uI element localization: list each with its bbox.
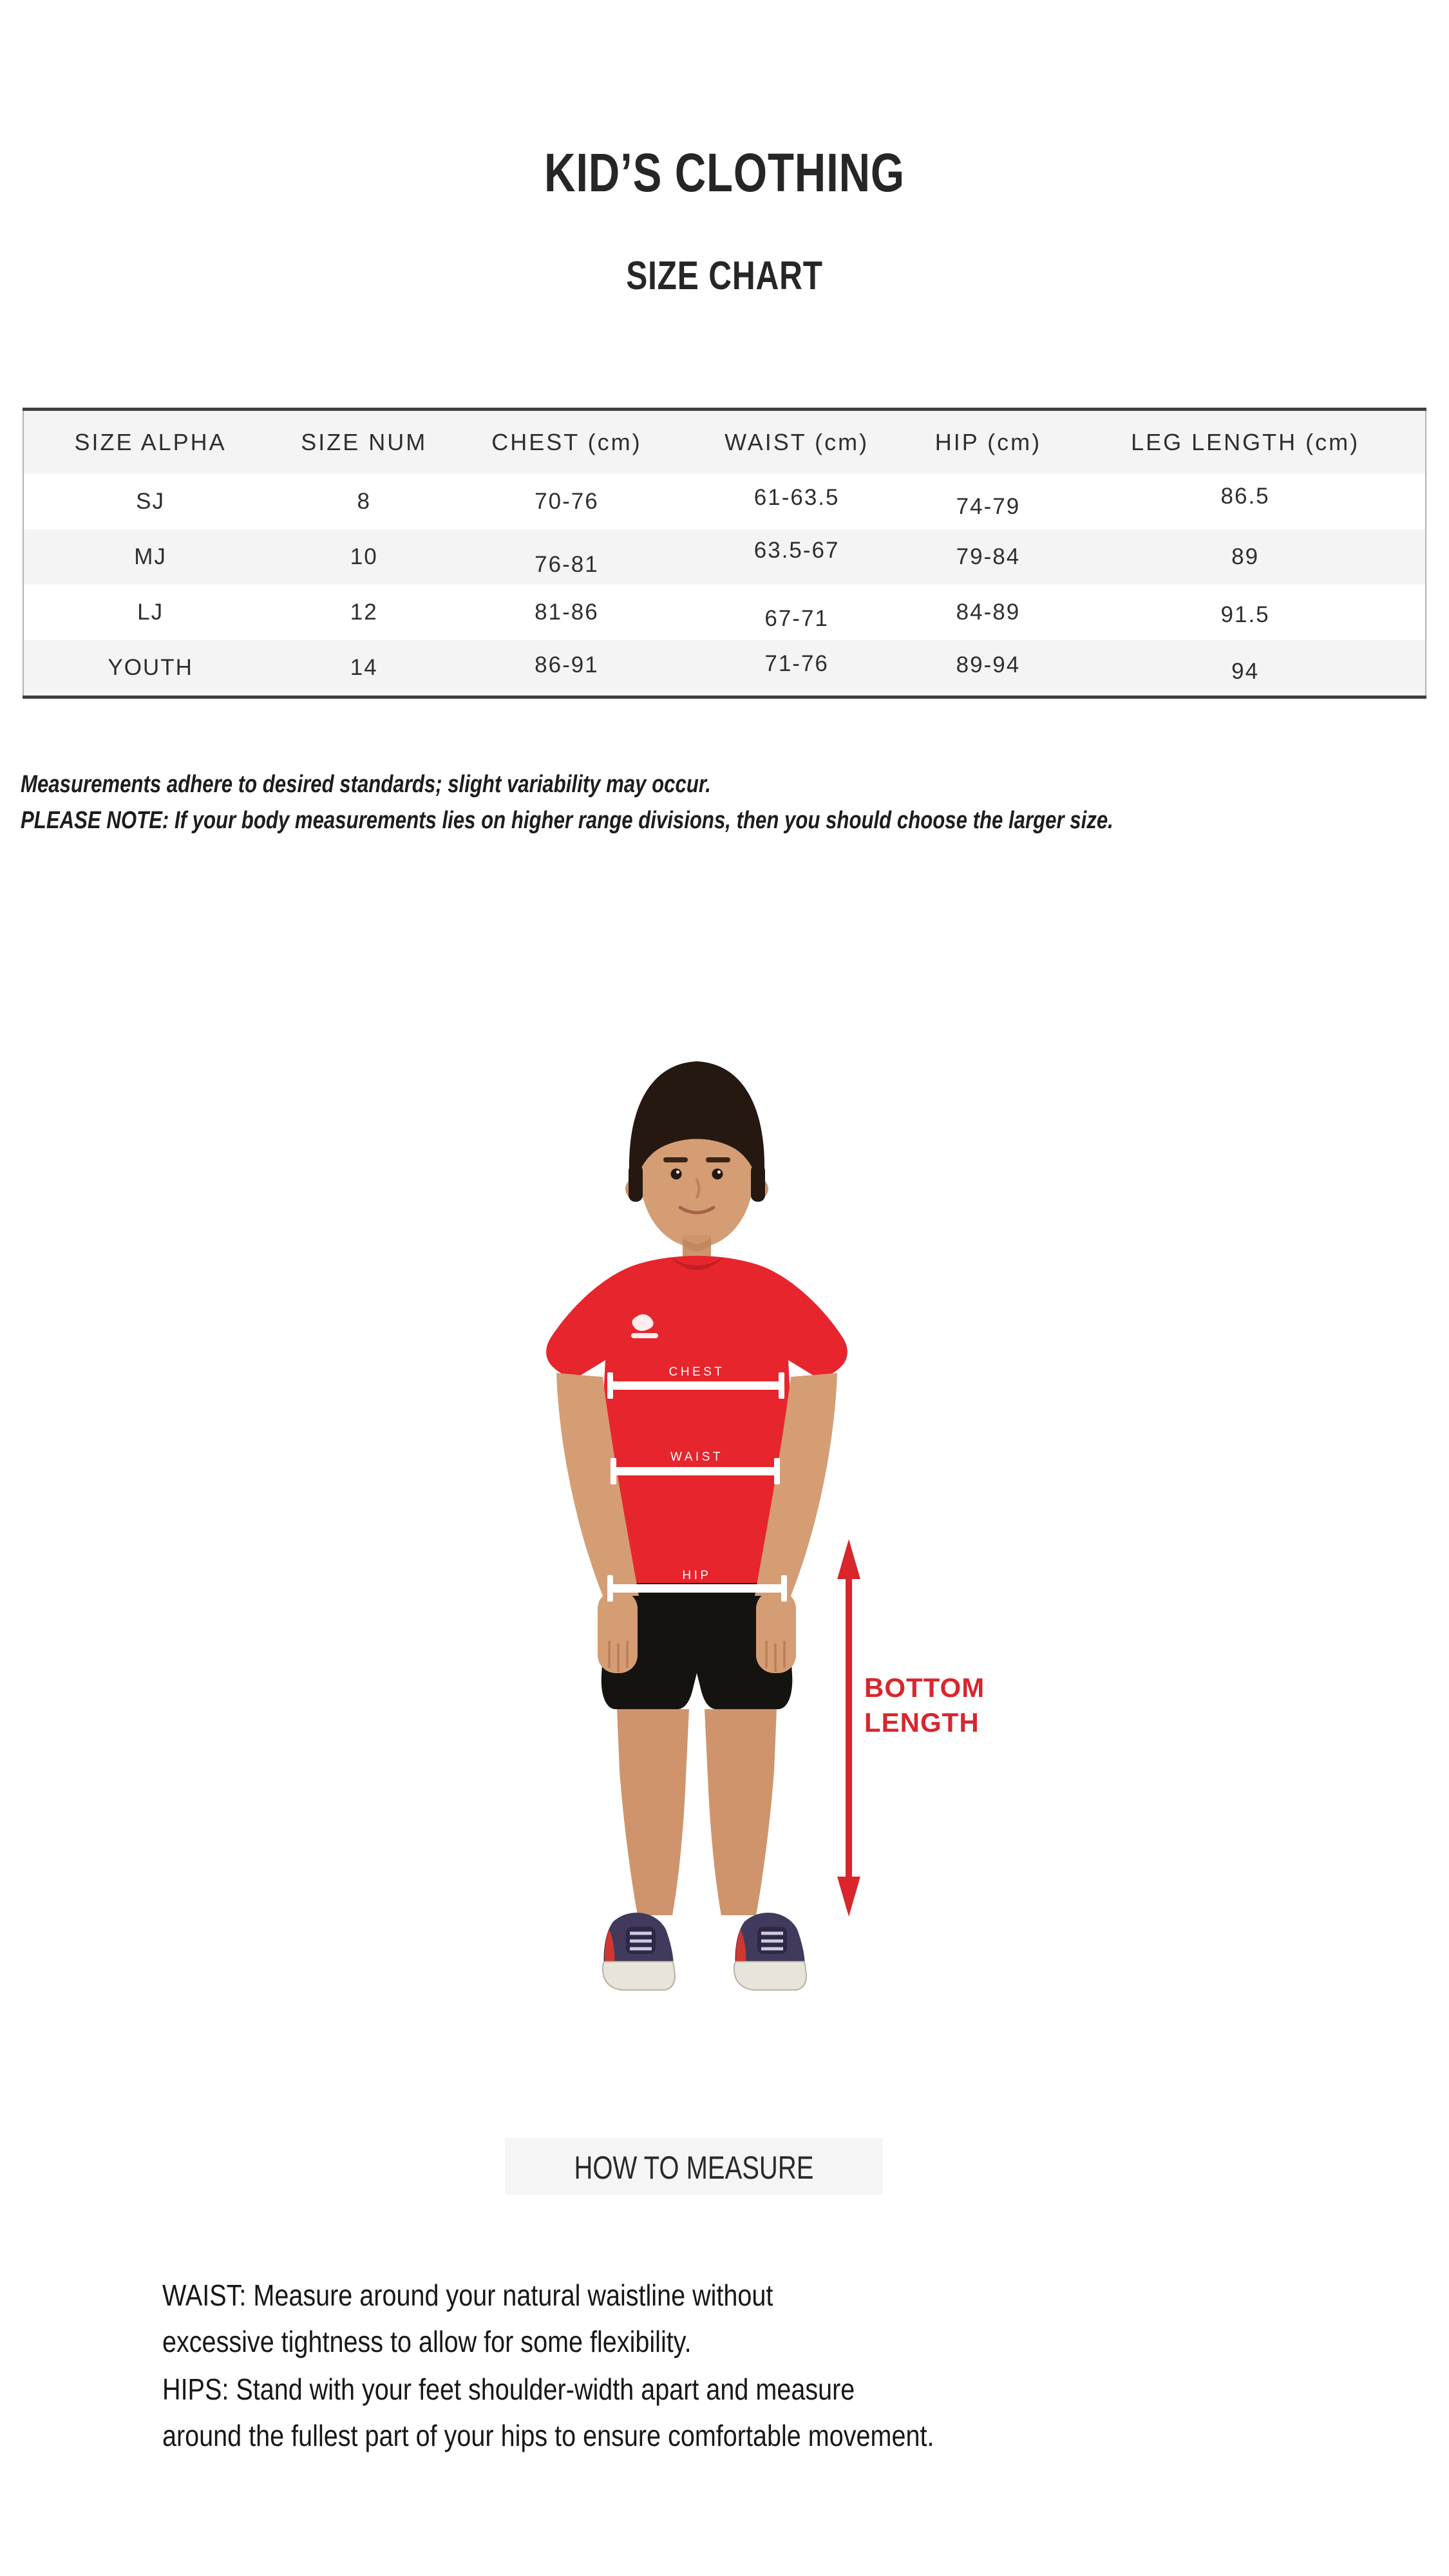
cell: 70-76 — [451, 474, 682, 529]
waist-instruction-line2: excessive tightness to allow for some flexibility. — [162, 2325, 692, 2358]
col-size-alpha: SIZE ALPHA — [23, 410, 277, 475]
cell: 81-86 — [451, 585, 682, 640]
cell: SJ — [23, 474, 277, 529]
boy-measurement-illustration — [477, 1030, 1056, 2009]
cell: 74-79 — [911, 474, 1066, 529]
cell: MJ — [23, 529, 277, 585]
cell: 89-94 — [911, 640, 1066, 697]
table-row-youth — [23, 640, 1426, 697]
cell: 61-63.5 — [683, 474, 911, 529]
cell: 84-89 — [911, 585, 1066, 640]
eye-left — [671, 1169, 682, 1180]
table-row-mj — [23, 529, 1426, 585]
hip-bar — [611, 1584, 785, 1593]
arrow-line — [846, 1575, 852, 1879]
arrow-head-down — [837, 1877, 860, 1917]
col-leg-length: LEG LENGTH (cm) — [1065, 410, 1426, 475]
cell: 8 — [277, 474, 451, 529]
note-standards: Measurements adhere to desired standards; slight variability may occur. — [21, 771, 711, 798]
hair-side-left — [629, 1164, 643, 1202]
col-hip: HIP (cm) — [911, 410, 1066, 475]
waist-label: WAIST — [670, 1450, 723, 1464]
page-title-text: KID’S CLOTHING — [544, 142, 905, 203]
cell: 91.5 — [1065, 585, 1426, 640]
col-chest: CHEST (cm) — [451, 410, 682, 475]
size-table-header-row — [23, 410, 1426, 475]
table-row-sj — [23, 474, 1426, 529]
hand-right — [756, 1591, 796, 1673]
size-table-container — [23, 408, 1426, 699]
bottom-length-line2: LENGTH — [864, 1707, 980, 1738]
shoe-right-sole — [734, 1962, 806, 1990]
cell: 86-91 — [451, 640, 682, 697]
cell: 67-71 — [683, 585, 911, 640]
page-title — [0, 142, 1449, 203]
waist-instruction-line1: WAIST: Measure around your natural waistline without — [162, 2278, 773, 2312]
waist-instruction — [162, 2272, 873, 2365]
size-table — [23, 408, 1426, 699]
hair-side-right — [751, 1164, 765, 1202]
cell: 63.5-67 — [683, 529, 911, 585]
waist-bar — [614, 1467, 777, 1475]
cell: 76-81 — [451, 529, 682, 585]
cell: LJ — [23, 585, 277, 640]
bottom-length-label — [864, 1671, 985, 1740]
shoe-left-sole — [603, 1962, 675, 1990]
hips-instruction — [162, 2366, 1060, 2459]
col-waist: WAIST (cm) — [683, 410, 911, 475]
cell: 10 — [277, 529, 451, 585]
note-please-note: PLEASE NOTE: If your body measurements lies on higher range divisions, then you should choose the larger size. — [21, 807, 1113, 834]
eye-glint-right — [717, 1171, 721, 1174]
page-subtitle-text: SIZE CHART — [626, 254, 823, 298]
eye-glint-left — [676, 1171, 679, 1174]
how-to-measure-label: HOW TO MEASURE — [574, 2150, 814, 2186]
eye-right — [712, 1169, 723, 1180]
brand-logo-wordmark — [631, 1333, 658, 1338]
eyebrow-right — [706, 1157, 730, 1162]
bottom-length-line1: BOTTOM — [864, 1672, 985, 1703]
chest-label: CHEST — [668, 1365, 725, 1379]
leg-right — [705, 1709, 777, 1915]
cell: 79-84 — [911, 529, 1066, 585]
cell: 86.5 — [1065, 474, 1426, 529]
cell: 94 — [1065, 640, 1426, 697]
bottom-length-arrow — [837, 1539, 860, 1917]
cell: 89 — [1065, 529, 1426, 585]
hand-left — [598, 1591, 638, 1673]
shoe-right — [734, 1913, 806, 1990]
arrow-head-up — [837, 1539, 860, 1579]
hips-instruction-line2: around the fullest part of your hips to ensure comfortable movement. — [162, 2419, 934, 2452]
chest-bar — [611, 1381, 781, 1390]
eyebrow-left — [663, 1157, 688, 1162]
leg-left — [617, 1709, 689, 1915]
hip-label: HIP — [682, 1569, 712, 1582]
how-to-measure-button[interactable] — [505, 2138, 883, 2195]
cell: 71-76 — [683, 640, 911, 697]
table-row-lj — [23, 585, 1426, 640]
shoe-left — [603, 1913, 675, 1990]
page-subtitle — [0, 256, 1449, 296]
cell: YOUTH — [23, 640, 277, 697]
hips-instruction-line1: HIPS: Stand with your feet shoulder-width apart and measure — [162, 2372, 855, 2406]
cell: 12 — [277, 585, 451, 640]
cell: 14 — [277, 640, 451, 697]
col-size-num: SIZE NUM — [277, 410, 451, 475]
